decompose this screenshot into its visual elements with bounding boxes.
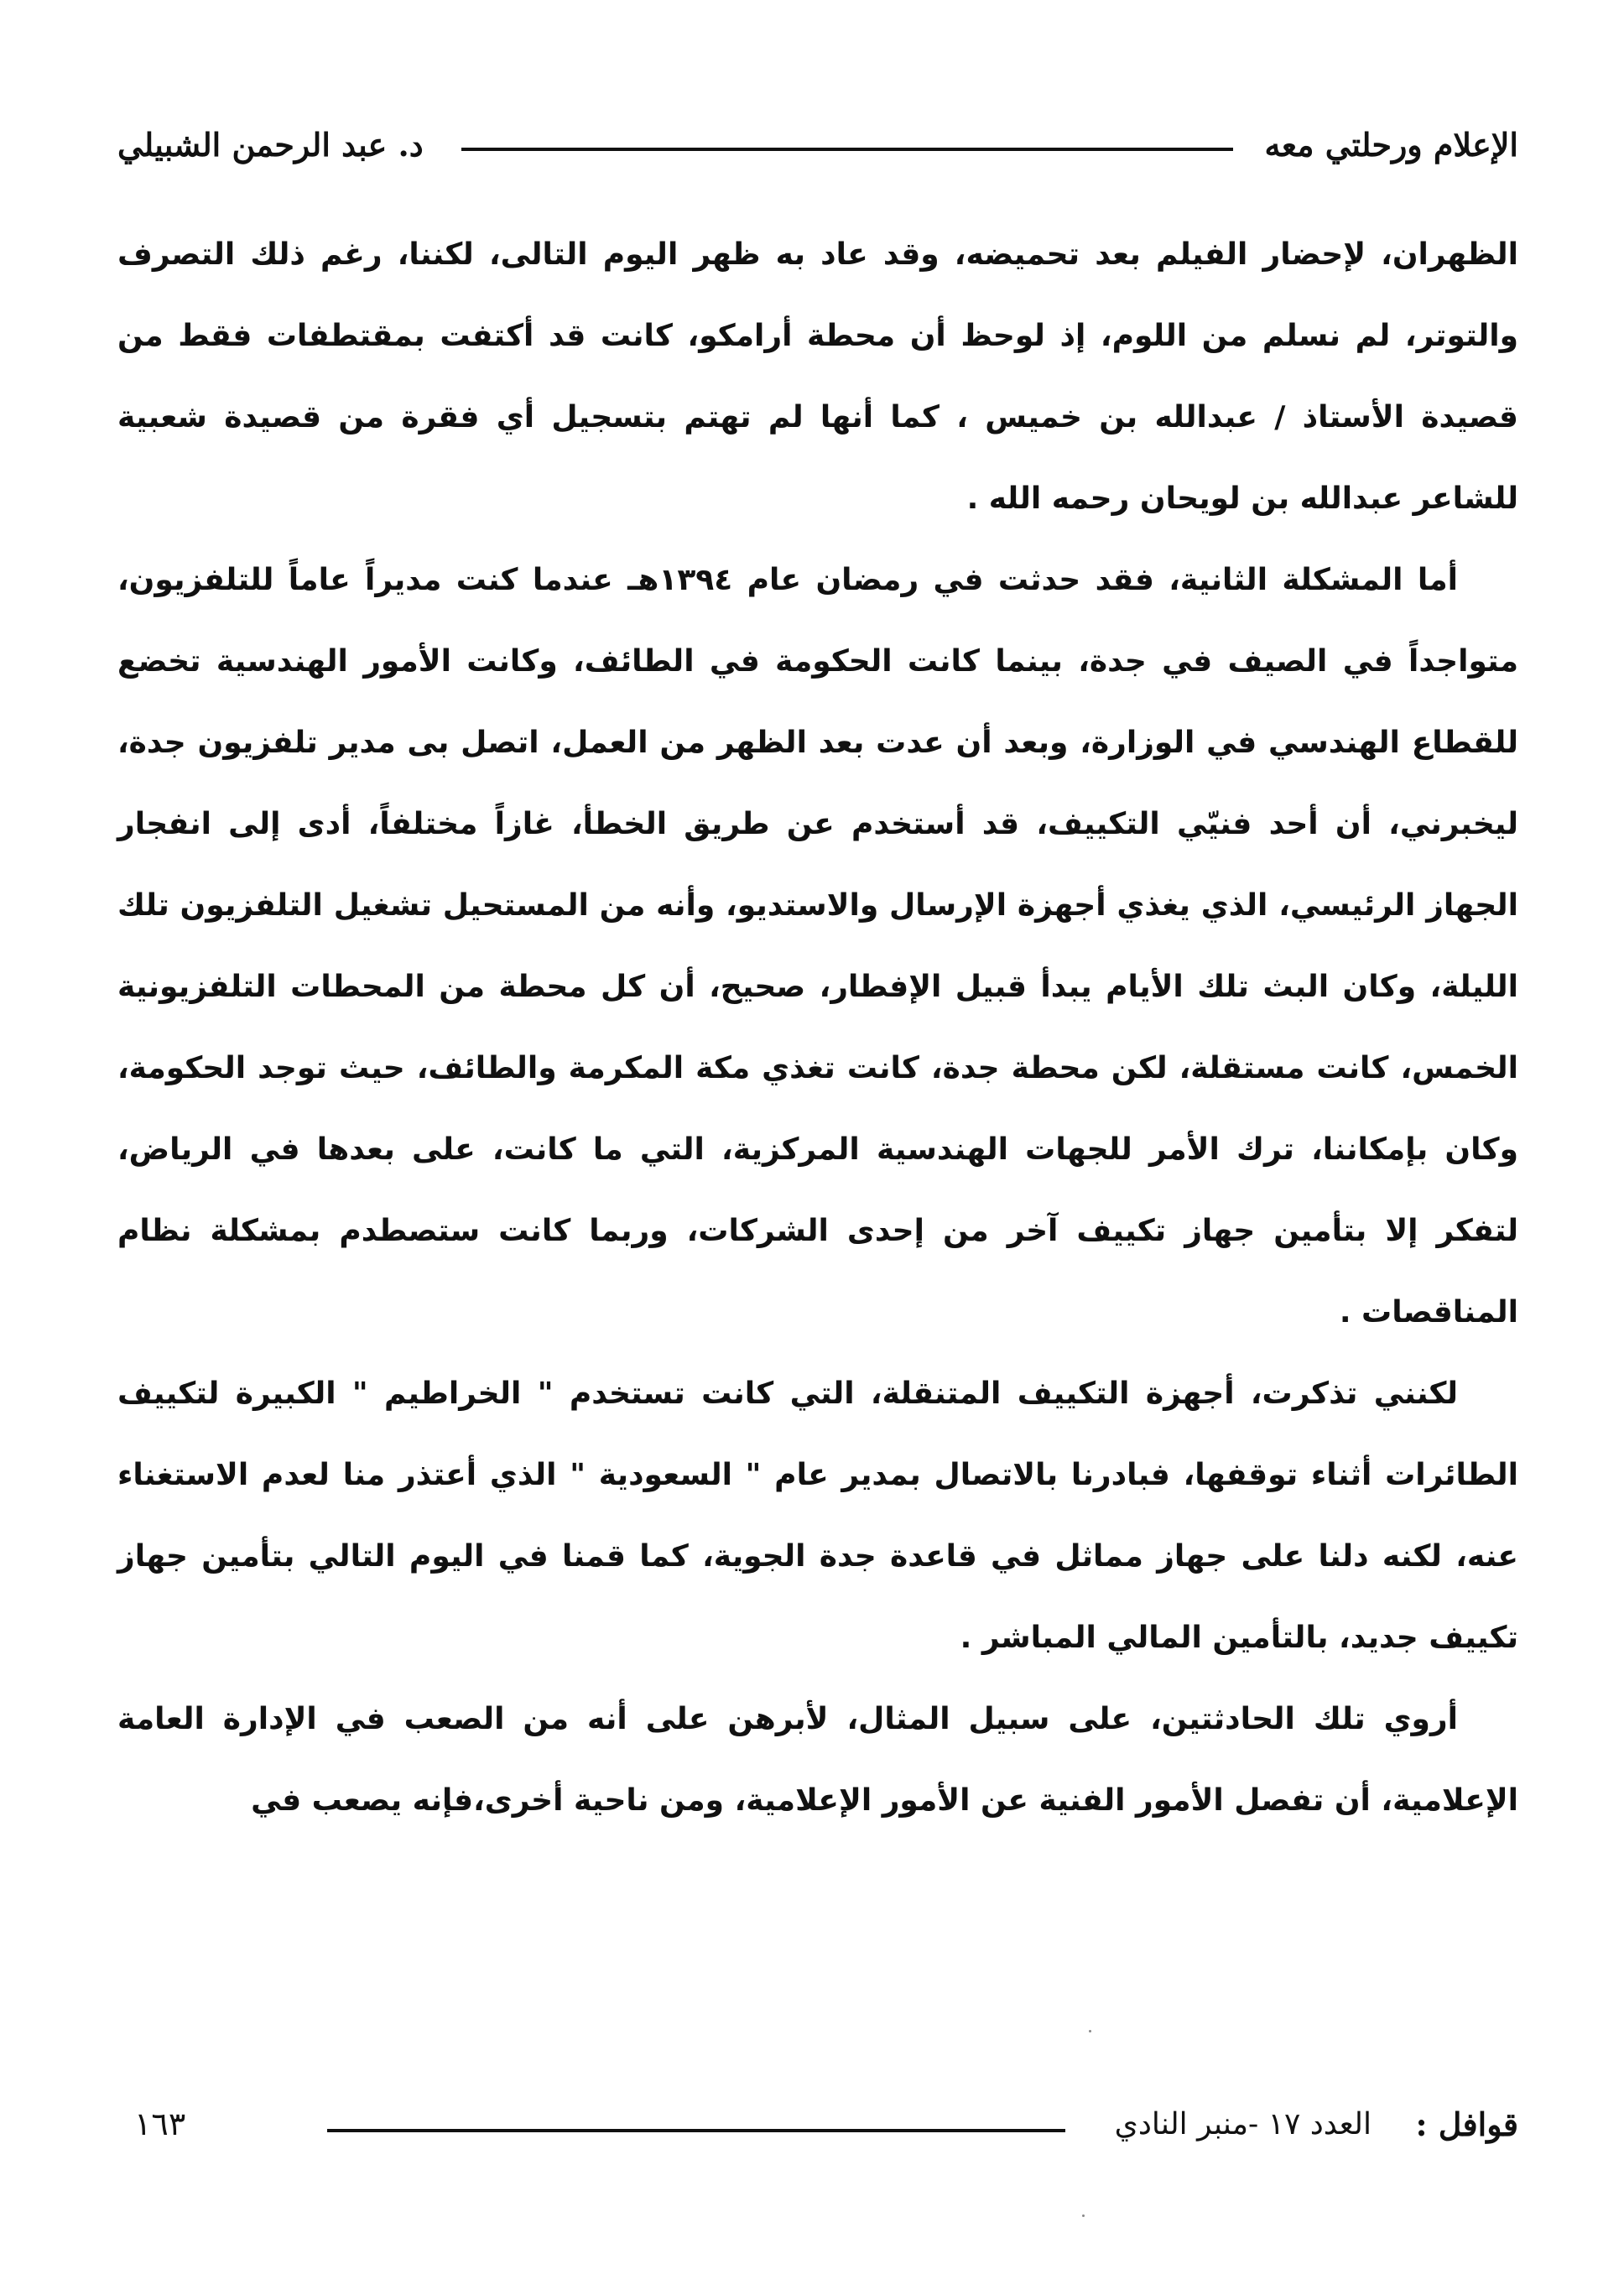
footer-rule: [327, 2129, 1065, 2132]
paragraph-conclusion: أروي تلك الحادثتين، على سبيل المثال، لأبرهن على أنه من الصعب في الإدارة العامة الإعلامية، أن تفصل الأمور الفنية عن الأمور الإعلامية، ومن ناحية أخرى،فإنه يصعب في: [117, 1702, 1518, 1818]
paragraph-air-conditioning: لكنني تذكرت، أجهزة التكييف المتنقلة، التي كانت تستخدم " الخراطيم " الكبيرة لتكييف الطائرات أثناء توقفها، فبادرنا بالاتصال بمدير عام " السعودية " الذي أعتذر منا لعدم الاستغناء عنه، لكنه دلنا على جهاز مماثل في قاعدة جدة الجوية، كما قمنا في اليوم التالي بتأمين جهاز تكييف جديد، بالتأمين المالي المباشر .: [117, 1376, 1518, 1655]
running-header: [117, 126, 1518, 176]
footer-series-title: قوافل :: [1415, 2105, 1518, 2143]
footer-issue: العدد ١٧ -منبر النادي: [1114, 2107, 1372, 2141]
header-author: د. عبد الرحمن الشبيلي: [117, 126, 424, 164]
running-footer: [134, 2105, 1518, 2156]
article-body: [117, 214, 1518, 1841]
paragraph-continued: الظهران، لإحضار الفيلم بعد تحميضه، وقد عاد به ظهر اليوم التالى، لكننا، رغم ذلك التصرف والتوتر، لم نسلم من اللوم، إذ لوحظ أن محطة أرامكو، كانت قد أكتفت بمقتطفات فقط من قصيدة الأستاذ / عبدالله بن خميس ، كما أنها لم تهتم بتسجيل أي فقرة من قصيدة شعبية للشاعر عبدالله بن لويحان رحمه الله .: [117, 237, 1518, 516]
scan-speck: [1089, 2030, 1091, 2032]
header-rule: [461, 148, 1233, 151]
page-number: ١٦٣: [134, 2105, 186, 2142]
header-journal-title: الإعلام ورحلتي معه: [1264, 126, 1518, 164]
paragraph-second-problem: أما المشكلة الثانية، فقد حدثت في رمضان عام ١٣٩٤هـ عندما كنت مديراً عاماً للتلفزيون، متواجداً في الصيف في جدة، بينما كانت الحكومة في الطائف، وكانت الأمور الهندسية تخضع للقطاع الهندسي في الوزارة، وبعد أن عدت بعد الظهر من العمل، اتصل بى مدير تلفزيون جدة، ليخبرني، أن أحد فنيّي التكييف، قد أستخدم عن طريق الخطأ، غازاً مختلفاً، أدى إلى انفجار الجهاز الرئيسي، الذي يغذي أجهزة الإرسال والاستديو، وأنه من المستحيل تشغيل التلفزيون تلك الليلة، وكان البث تلك الأيام يبدأ قبيل الإفطار، صحيح، أن كل محطة من المحطات التلفزيونية الخمس، كانت مستقلة، لكن محطة جدة، كانت تغذي مكة المكرمة والطائف، حيث توجد الحكومة، وكان بإمكاننا، ترك الأمر للجهات الهندسية المركزية، التي ما كانت، على بعدها في الرياض، لتفكر إلا بتأمين جهاز تكييف آخر من إحدى الشركات، وربما كانت ستصطدم بمشكلة نظام المناقصات .: [117, 563, 1518, 1330]
scan-speck: [1082, 2214, 1085, 2217]
